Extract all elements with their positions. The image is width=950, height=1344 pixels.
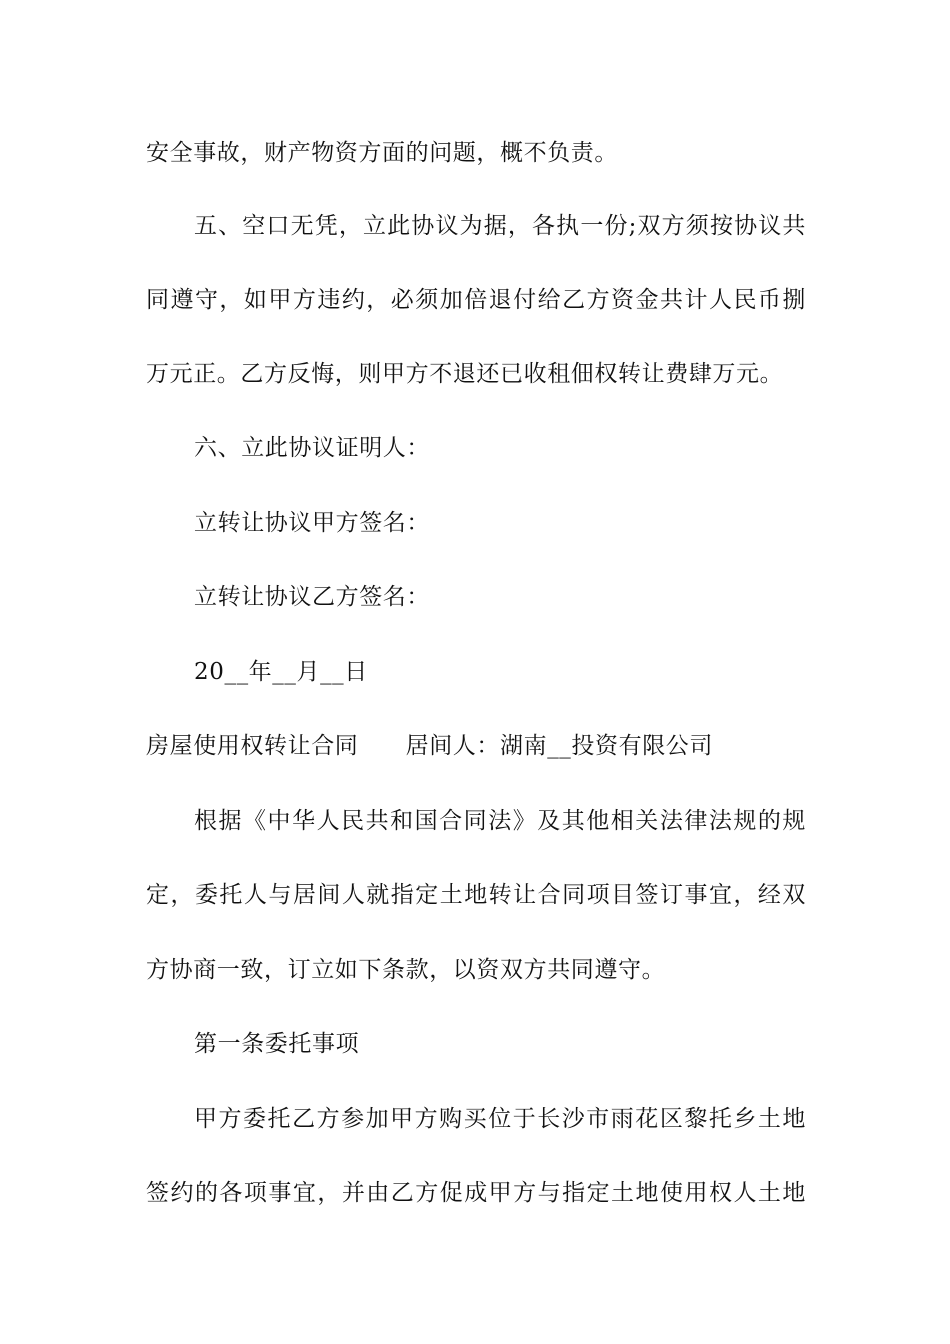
paragraph-line: 定，委托人与居间人就指定土地转让合同项目签订事宜，经双 [146,882,806,908]
paragraph-line: 五、空口无凭，立此协议为据，各执一份;双方须按协议共 [194,213,806,239]
date-line: 20__年__月__日 [194,659,368,685]
paragraph-line: 方协商一致，订立如下条款，以资双方共同遵守。 [146,957,666,983]
paragraph-line: 甲方委托乙方参加甲方购买位于长沙市雨花区黎托乡土地 [194,1106,806,1132]
clause-heading: 六、立此协议证明人： [194,435,430,461]
paragraph-line: 根据《中华人民共和国合同法》及其他相关法律法规的规 [194,808,806,834]
clause-heading: 第一条委托事项 [194,1031,360,1057]
paragraph-line: 安全事故，财产物资方面的问题，概不负责。 [146,140,618,166]
signature-line-party-b: 立转让协议乙方签名： [194,584,430,610]
paragraph-line: 签约的各项事宜，并由乙方促成甲方与指定土地使用权人土地 [146,1180,806,1206]
section-title: 房屋使用权转让合同 居间人：湖南__投资有限公司 [146,733,713,759]
signature-line-party-a: 立转让协议甲方签名： [194,510,430,536]
paragraph-line: 万元正。乙方反悔，则甲方不退还已收租佃权转让费肆万元。 [146,361,784,387]
paragraph-line: 同遵守，如甲方违约，必须加倍退付给乙方资金共计人民币捌 [146,287,806,313]
